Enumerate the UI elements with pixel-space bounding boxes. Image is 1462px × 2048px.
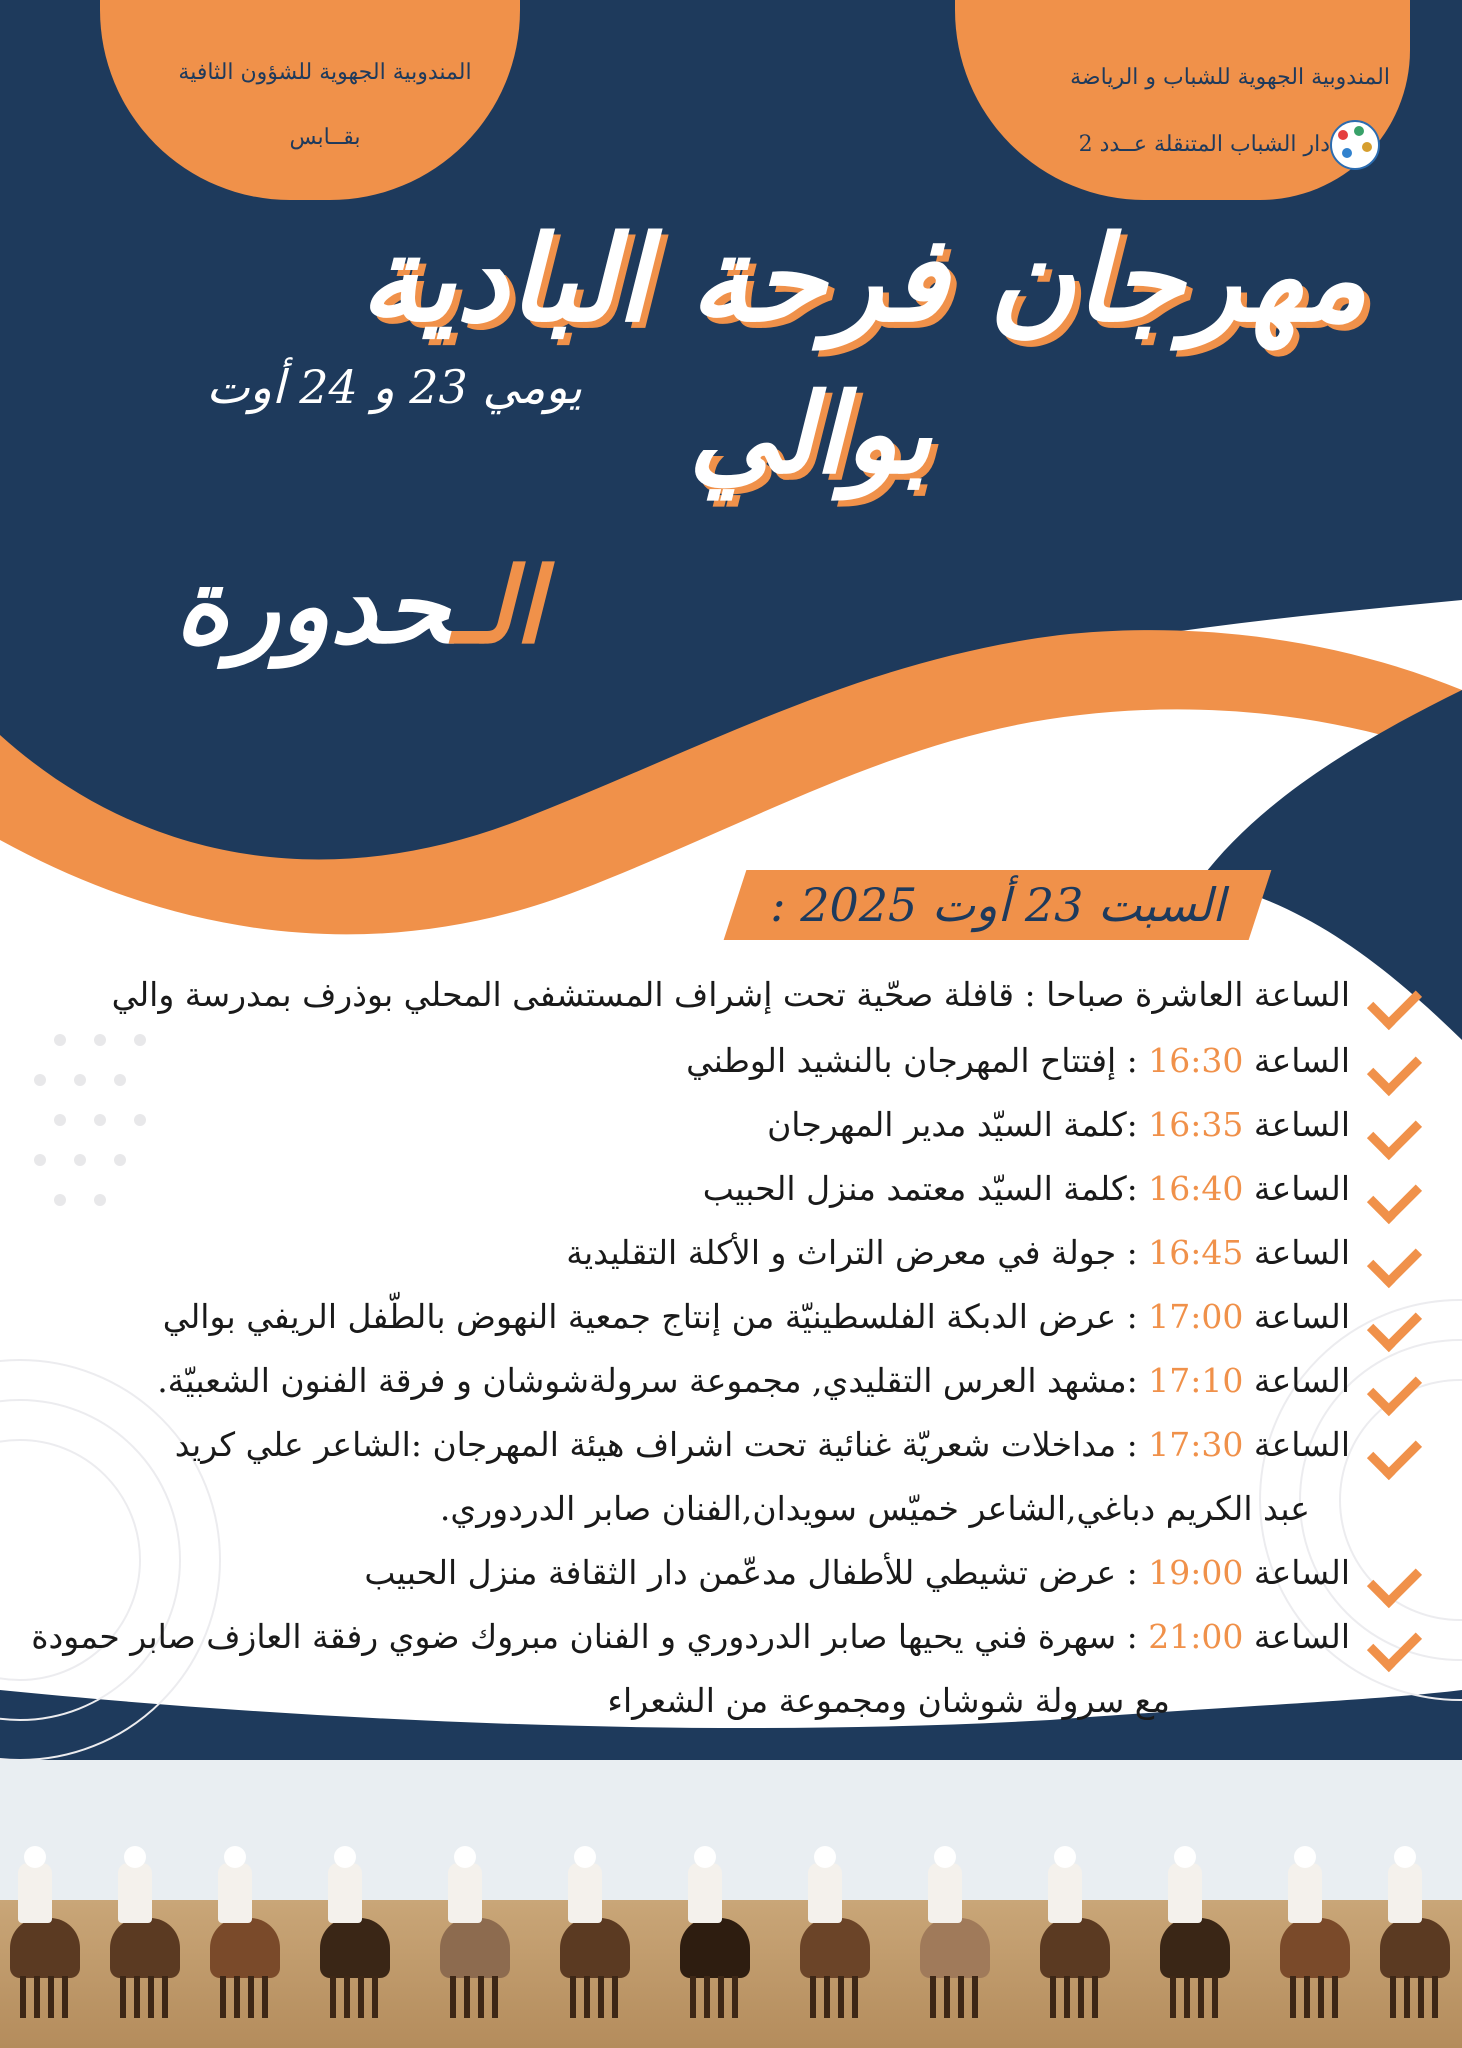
schedule-time: 16:30 — [1148, 1041, 1244, 1080]
schedule-prefix: الساعة — [1243, 1297, 1350, 1336]
schedule-time: 19:00 — [1148, 1553, 1244, 1592]
schedule-text: : عرض تشيطي للأطفال مدعّمن دار الثقافة منزل الحبيب — [364, 1553, 1149, 1592]
schedule-item — [20, 1297, 1350, 1361]
schedule-line — [703, 1169, 1350, 1208]
left-tab-line2: بقــابس — [289, 125, 361, 150]
schedule-time: 16:40 — [1148, 1169, 1244, 1208]
horse-riders-photo — [0, 1760, 1462, 2048]
schedule-item — [20, 1105, 1350, 1169]
festival-location: بوالي — [688, 370, 932, 498]
schedule-line — [607, 1681, 1170, 1720]
schedule-text: : عرض الدبكة الفلسطينيّة من إنتاج جمعية النهوض بالطّفل الريفي بوالي — [162, 1297, 1149, 1336]
schedule-time: 17:10 — [1148, 1361, 1244, 1400]
schedule-text: : جولة في معرض التراث و الأكلة التقليدية — [566, 1233, 1149, 1272]
schedule-text: : مداخلات شعريّة غنائية تحت اشراف هيئة المهرجان :الشاعر علي كريد — [174, 1425, 1149, 1464]
schedule-item — [20, 1041, 1350, 1105]
schedule-line — [767, 1105, 1350, 1144]
schedule-prefix: الساعة — [1243, 1041, 1350, 1080]
day-heading: السبت 23 أوت 2025 : — [770, 878, 1225, 932]
schedule-time: 21:00 — [1148, 1617, 1244, 1656]
schedule-line — [440, 1489, 1310, 1528]
schedule-line — [364, 1553, 1350, 1592]
schedule-text: :كلمة السيّد معتمد منزل الحبيب — [702, 1169, 1149, 1208]
schedule-item — [20, 1233, 1350, 1297]
left-tab-line1: المندوبية الجهوية للشؤون الثافية — [178, 60, 472, 85]
schedule-item — [20, 1617, 1350, 1681]
schedule-text: : قافلة صحّية تحت إشراف المستشفى المحلي بوذرف بمدرسة والي — [111, 975, 1047, 1014]
edition-prefix: الـ — [451, 545, 543, 667]
schedule-line — [157, 1361, 1350, 1400]
schedule-prefix: الساعة — [1243, 1425, 1350, 1464]
schedule-time: 16:45 — [1148, 1233, 1244, 1272]
schedule-item — [20, 975, 1350, 1041]
schedule-prefix: الساعة العاشرة صباحا — [1046, 975, 1350, 1014]
schedule-prefix: الساعة — [1243, 1361, 1350, 1400]
schedule-prefix: الساعة — [1243, 1169, 1350, 1208]
schedule-time: 17:30 — [1148, 1425, 1244, 1464]
edition-suffix: حدورة — [175, 545, 452, 667]
schedule-line — [686, 1041, 1350, 1080]
schedule-text: مع سرولة شوشان ومجموعة من الشعراء — [607, 1681, 1170, 1720]
schedule-line — [31, 1617, 1350, 1656]
festival-title: مهرجان فرحة البادية — [359, 210, 1367, 348]
schedule-prefix: الساعة — [1243, 1617, 1350, 1656]
schedule-item — [20, 1425, 1350, 1489]
right-tab-line2: دار الشباب المتنقلة عــدد 2 — [1078, 132, 1330, 157]
schedule-list — [20, 975, 1350, 1745]
schedule-text: :مشهد العرس التقليدي, مجموعة سرولةشوشان و فرقة الفنون الشعبيّة. — [157, 1361, 1149, 1400]
schedule-line — [175, 1425, 1350, 1464]
schedule-prefix: الساعة — [1243, 1233, 1350, 1272]
schedule-item-continuation — [20, 1489, 1350, 1553]
youth-house-logo — [1330, 120, 1380, 170]
festival-dates: يومي 23 و 24 أوت — [206, 360, 582, 414]
schedule-text: :كلمة السيّد مدير المهرجان — [767, 1105, 1149, 1144]
schedule-prefix: الساعة — [1243, 1553, 1350, 1592]
schedule-item-continuation — [20, 1681, 1350, 1745]
right-tab-line1: المندوبية الجهوية للشباب و الرياضة — [1070, 65, 1390, 90]
schedule-time: 16:35 — [1148, 1105, 1244, 1144]
schedule-time: 17:00 — [1148, 1297, 1244, 1336]
edition-name — [175, 545, 543, 667]
schedule-item — [20, 1169, 1350, 1233]
schedule-item — [20, 1361, 1350, 1425]
schedule-text: : إفتتاح المهرجان بالنشيد الوطني — [686, 1041, 1149, 1080]
schedule-text: : سهرة فني يحيها صابر الدردوري و الفنان مبروك ضوي رفقة العازف صابر حمودة — [31, 1617, 1149, 1656]
schedule-line — [163, 1297, 1350, 1336]
schedule-line — [112, 975, 1350, 1014]
schedule-prefix: الساعة — [1243, 1105, 1350, 1144]
schedule-text: عبد الكريم دباغي,الشاعر خميّس سويدان,الفنان صابر الدردوري. — [439, 1489, 1310, 1528]
schedule-line — [566, 1233, 1350, 1272]
schedule-item — [20, 1553, 1350, 1617]
